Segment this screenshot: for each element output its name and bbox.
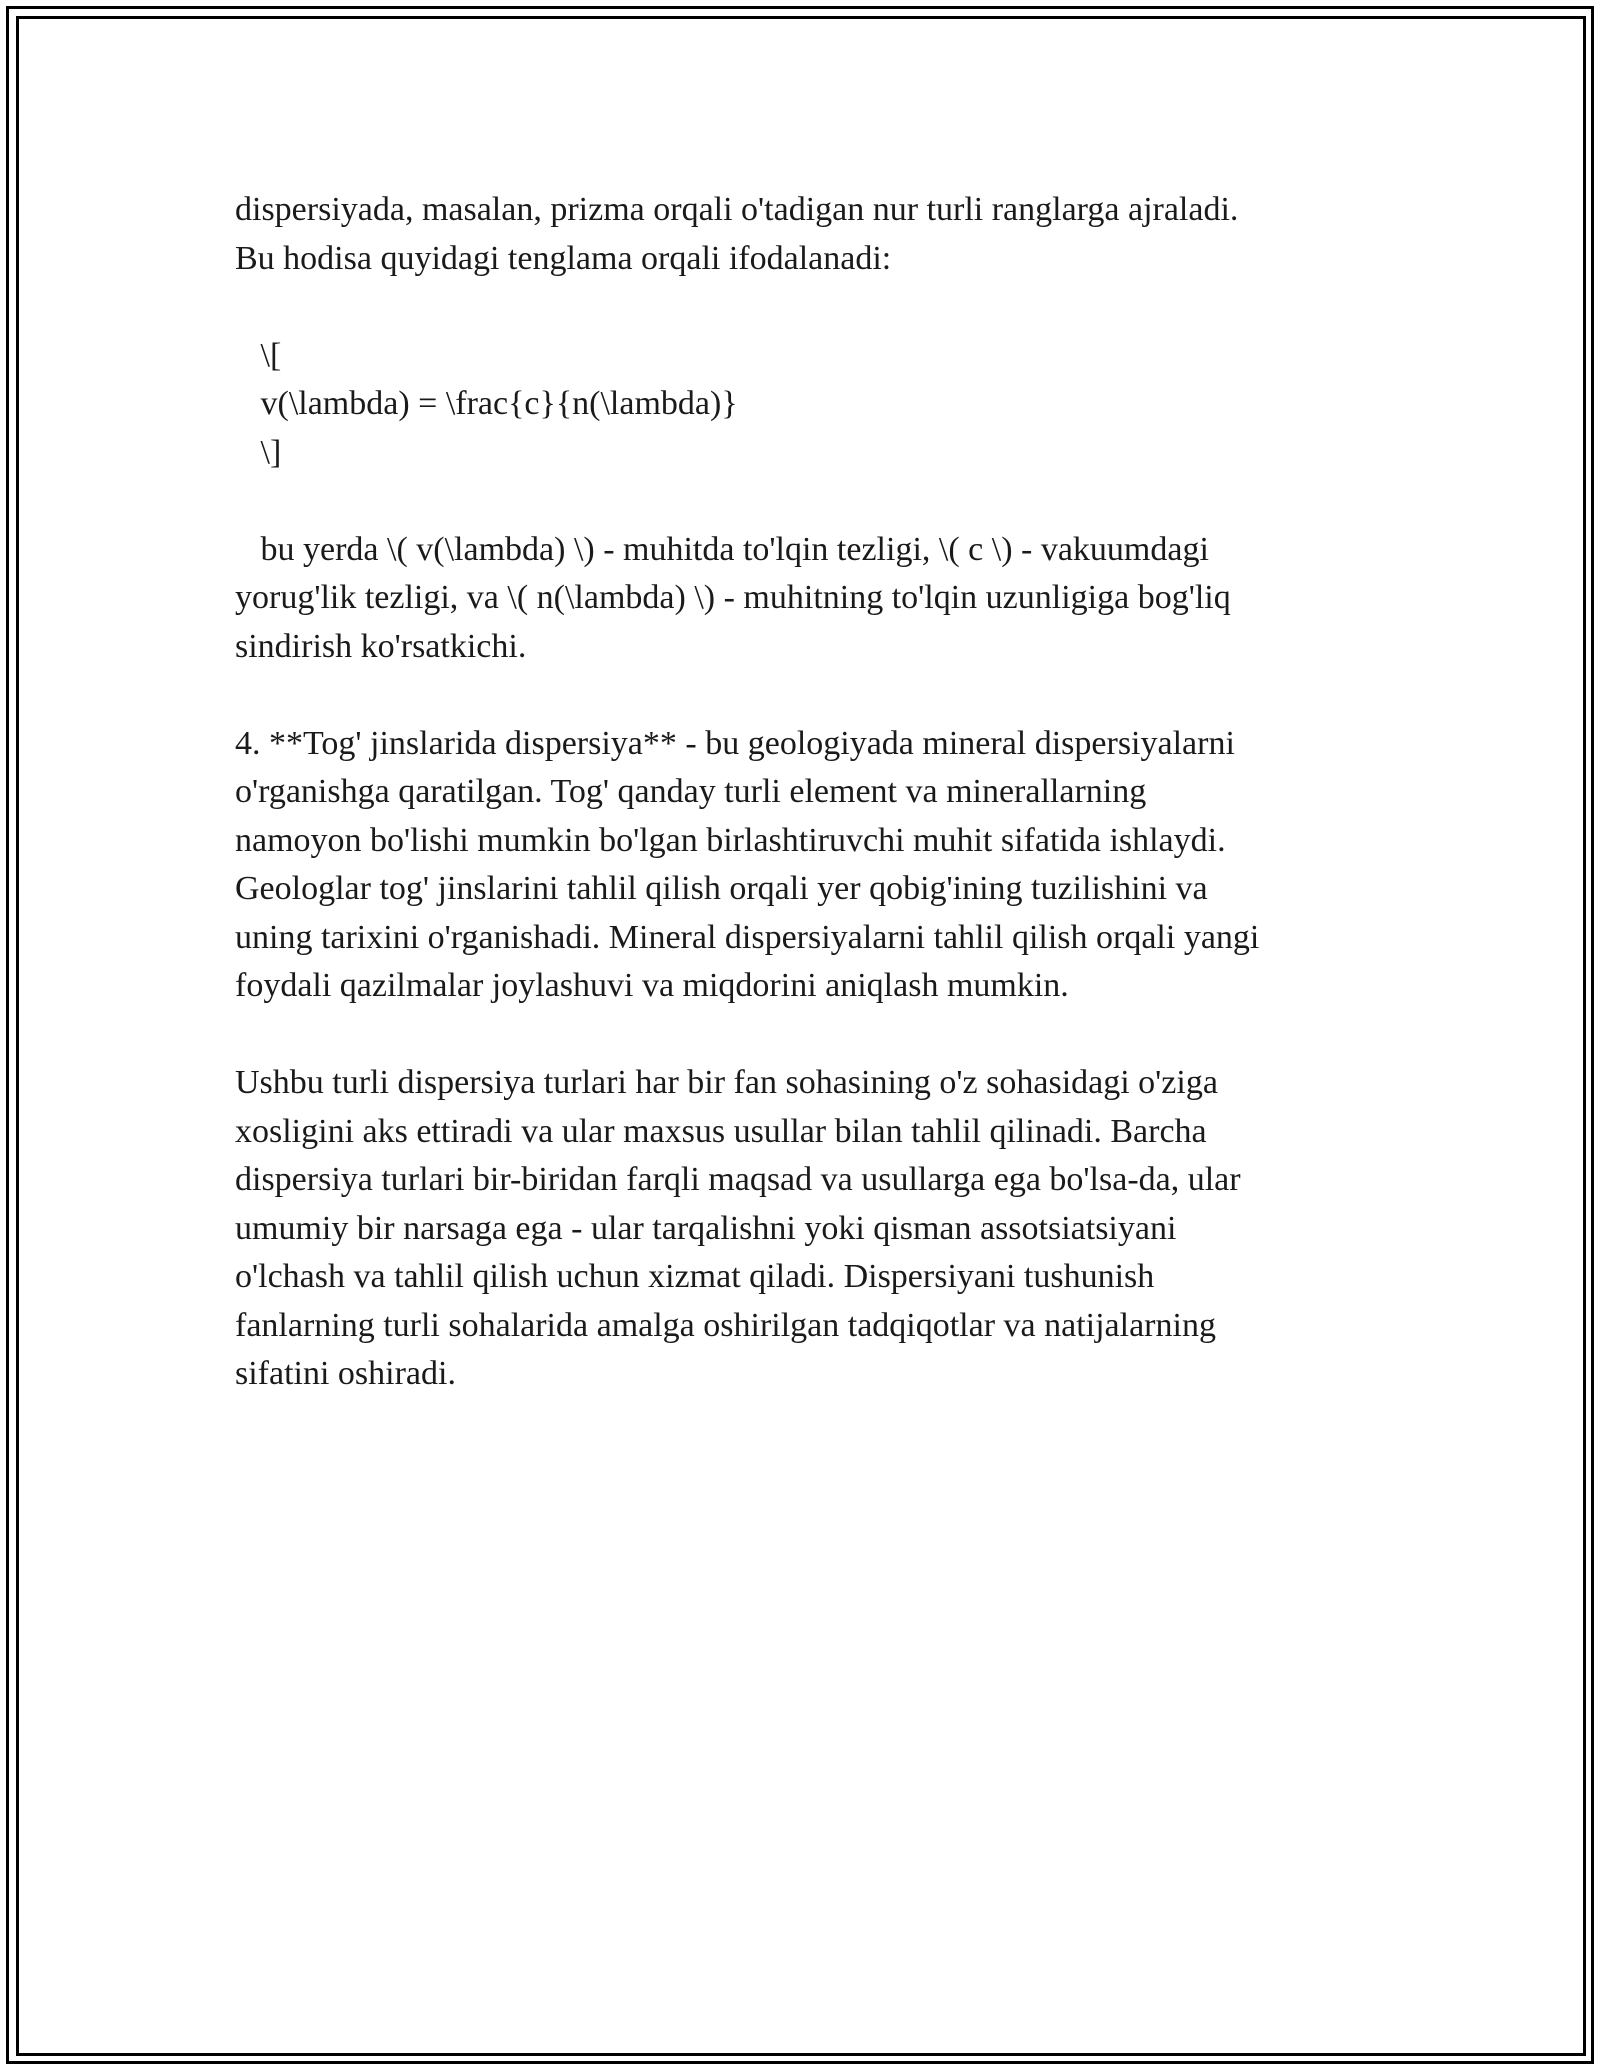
blank-line — [235, 671, 1375, 720]
text-line: namoyon bo'lishi mumkin bo'lgan birlashtiruvchi muhit sifatida ishlaydi. — [235, 821, 1226, 859]
text-line: umumiy bir narsaga ega - ular tarqalishni yoki qisman assotsiatsiyani — [235, 1209, 1177, 1247]
formula-line: v(\lambda) = \frac{c}{n(\lambda)} — [235, 385, 738, 422]
text-line: xosligini aks ettiradi va ular maxsus usullar bilan tahlil qilinadi. Barcha — [235, 1112, 1207, 1150]
blank-line — [235, 477, 1375, 526]
text-line: dispersiyada, masalan, prizma orqali o'tadigan nur turli ranglarga ajraladi. — [235, 191, 1239, 228]
formula-open-line: \[ — [235, 336, 282, 374]
text-line: o'rganishga qaratilgan. Tog' qanday turli element va minerallarning — [235, 773, 1147, 810]
text-line: uning tarixini o'rganishadi. Mineral dispersiyalarni tahlil qilish orqali yangi — [235, 918, 1260, 956]
text-line: sifatini oshiradi. — [235, 1355, 456, 1392]
text-line: fanlarning turli sohalarida amalga oshirilgan tadqiqotlar va natijalarning — [235, 1306, 1216, 1344]
text-line: 4. **Tog' jinslarida dispersiya** - bu geologiyada mineral dispersiyalarni — [235, 724, 1235, 762]
text-line: foydali qazilmalar joylashuvi va miqdorini aniqlash mumkin. — [235, 967, 1069, 1004]
text-line: sindirish ko'rsatkichi. — [235, 627, 527, 665]
text-line: Bu hodisa quyidagi tenglama orqali ifodalanadi: — [235, 239, 892, 277]
text-line: bu yerda \( v(\lambda) \) - muhitda to'lqin tezligi, \( c \) - vakuumdagi — [235, 530, 1209, 568]
formula-close-line: \] — [235, 433, 282, 471]
text-line: Ushbu turli dispersiya turlari har bir fan sohasining o'z sohasidagi o'ziga — [235, 1064, 1218, 1101]
text-line: dispersiya turlari bir-biridan farqli maqsad va usullarga ega bo'lsa-da, ular — [235, 1161, 1241, 1198]
blank-line — [235, 283, 1375, 332]
text-line: o'lchash va tahlil qilish uchun xizmat qiladi. Dispersiyani tushunish — [235, 1258, 1155, 1295]
text-line: yorug'lik tezligi, va \( n(\lambda) \) - muhitning to'lqin uzunligiga bog'liq — [235, 579, 1231, 616]
blank-line — [235, 1011, 1375, 1060]
text-line: Geologlar tog' jinslarini tahlil qilish orqali yer qobig'ining tuzilishini va — [235, 870, 1208, 907]
document-body — [235, 186, 1375, 1399]
